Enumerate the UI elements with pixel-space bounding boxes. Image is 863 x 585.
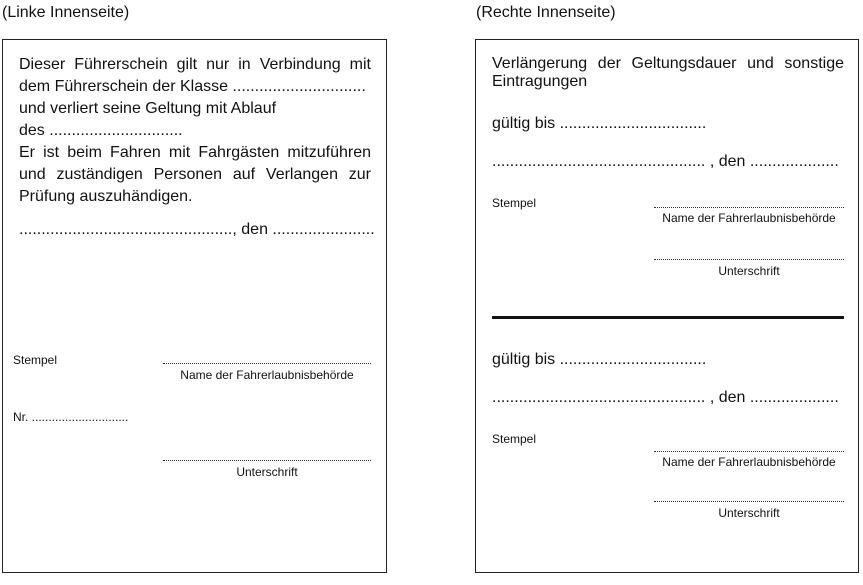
- notice-line-2: dem Führerschein der Klasse ..............................: [19, 78, 366, 95]
- section-divider: [492, 316, 844, 319]
- right-inner-page: [475, 39, 859, 573]
- notice-line-3: und verliert seine Geltung mit Ablauf: [19, 100, 277, 117]
- notice-line-1: Dieser Führerschein gilt nur in Verbindung mit: [19, 56, 371, 73]
- signature-label-1: Unterschrift: [718, 264, 780, 278]
- place-date-line: ................................................, den .......................: [19, 221, 375, 238]
- place-date-line-1: ................................................ , den ....................: [492, 153, 839, 170]
- number-line: Nr. .............................: [13, 410, 129, 424]
- signature-rule: [163, 460, 371, 461]
- place-date-line-2: ................................................ , den ....................: [492, 389, 839, 406]
- signature-label-2: Unterschrift: [718, 506, 780, 520]
- signature-rule-1: [654, 259, 844, 260]
- left-page-caption: (Linke Innenseite): [2, 4, 130, 21]
- notice-line-5: Er ist beim Fahren mit Fahrgästen mitzuführen: [19, 144, 371, 161]
- valid-until-line-1: gültig bis .................................: [492, 115, 707, 132]
- authority-rule: [163, 363, 371, 364]
- extension-heading-line-2: Eintragungen: [492, 73, 588, 90]
- valid-until-line-2: gültig bis .................................: [492, 351, 707, 368]
- left-inner-page: [2, 39, 387, 573]
- authority-label-1: Name der Fahrerlaubnisbehörde: [662, 211, 836, 225]
- right-page-caption: (Rechte Innenseite): [476, 4, 616, 21]
- authority-rule-1: [654, 207, 844, 208]
- stamp-label-1: Stempel: [492, 196, 537, 210]
- validity-notice: [19, 54, 371, 208]
- signature-label: Unterschrift: [236, 465, 298, 479]
- authority-label-2: Name der Fahrerlaubnisbehörde: [662, 455, 836, 469]
- notice-line-4: des ..............................: [19, 122, 183, 139]
- extension-heading-line-1: Verlängerung der Geltungsdauer und sonstige: [492, 55, 844, 72]
- authority-rule-2: [654, 451, 844, 452]
- stamp-label-2: Stempel: [492, 432, 537, 446]
- notice-line-7: Prüfung auszuhändigen.: [19, 188, 193, 205]
- notice-line-6: und zuständigen Personen auf Verlangen zur: [19, 166, 371, 183]
- authority-label: Name der Fahrerlaubnisbehörde: [180, 368, 354, 382]
- signature-rule-2: [654, 501, 844, 502]
- stamp-label: Stempel: [13, 353, 58, 367]
